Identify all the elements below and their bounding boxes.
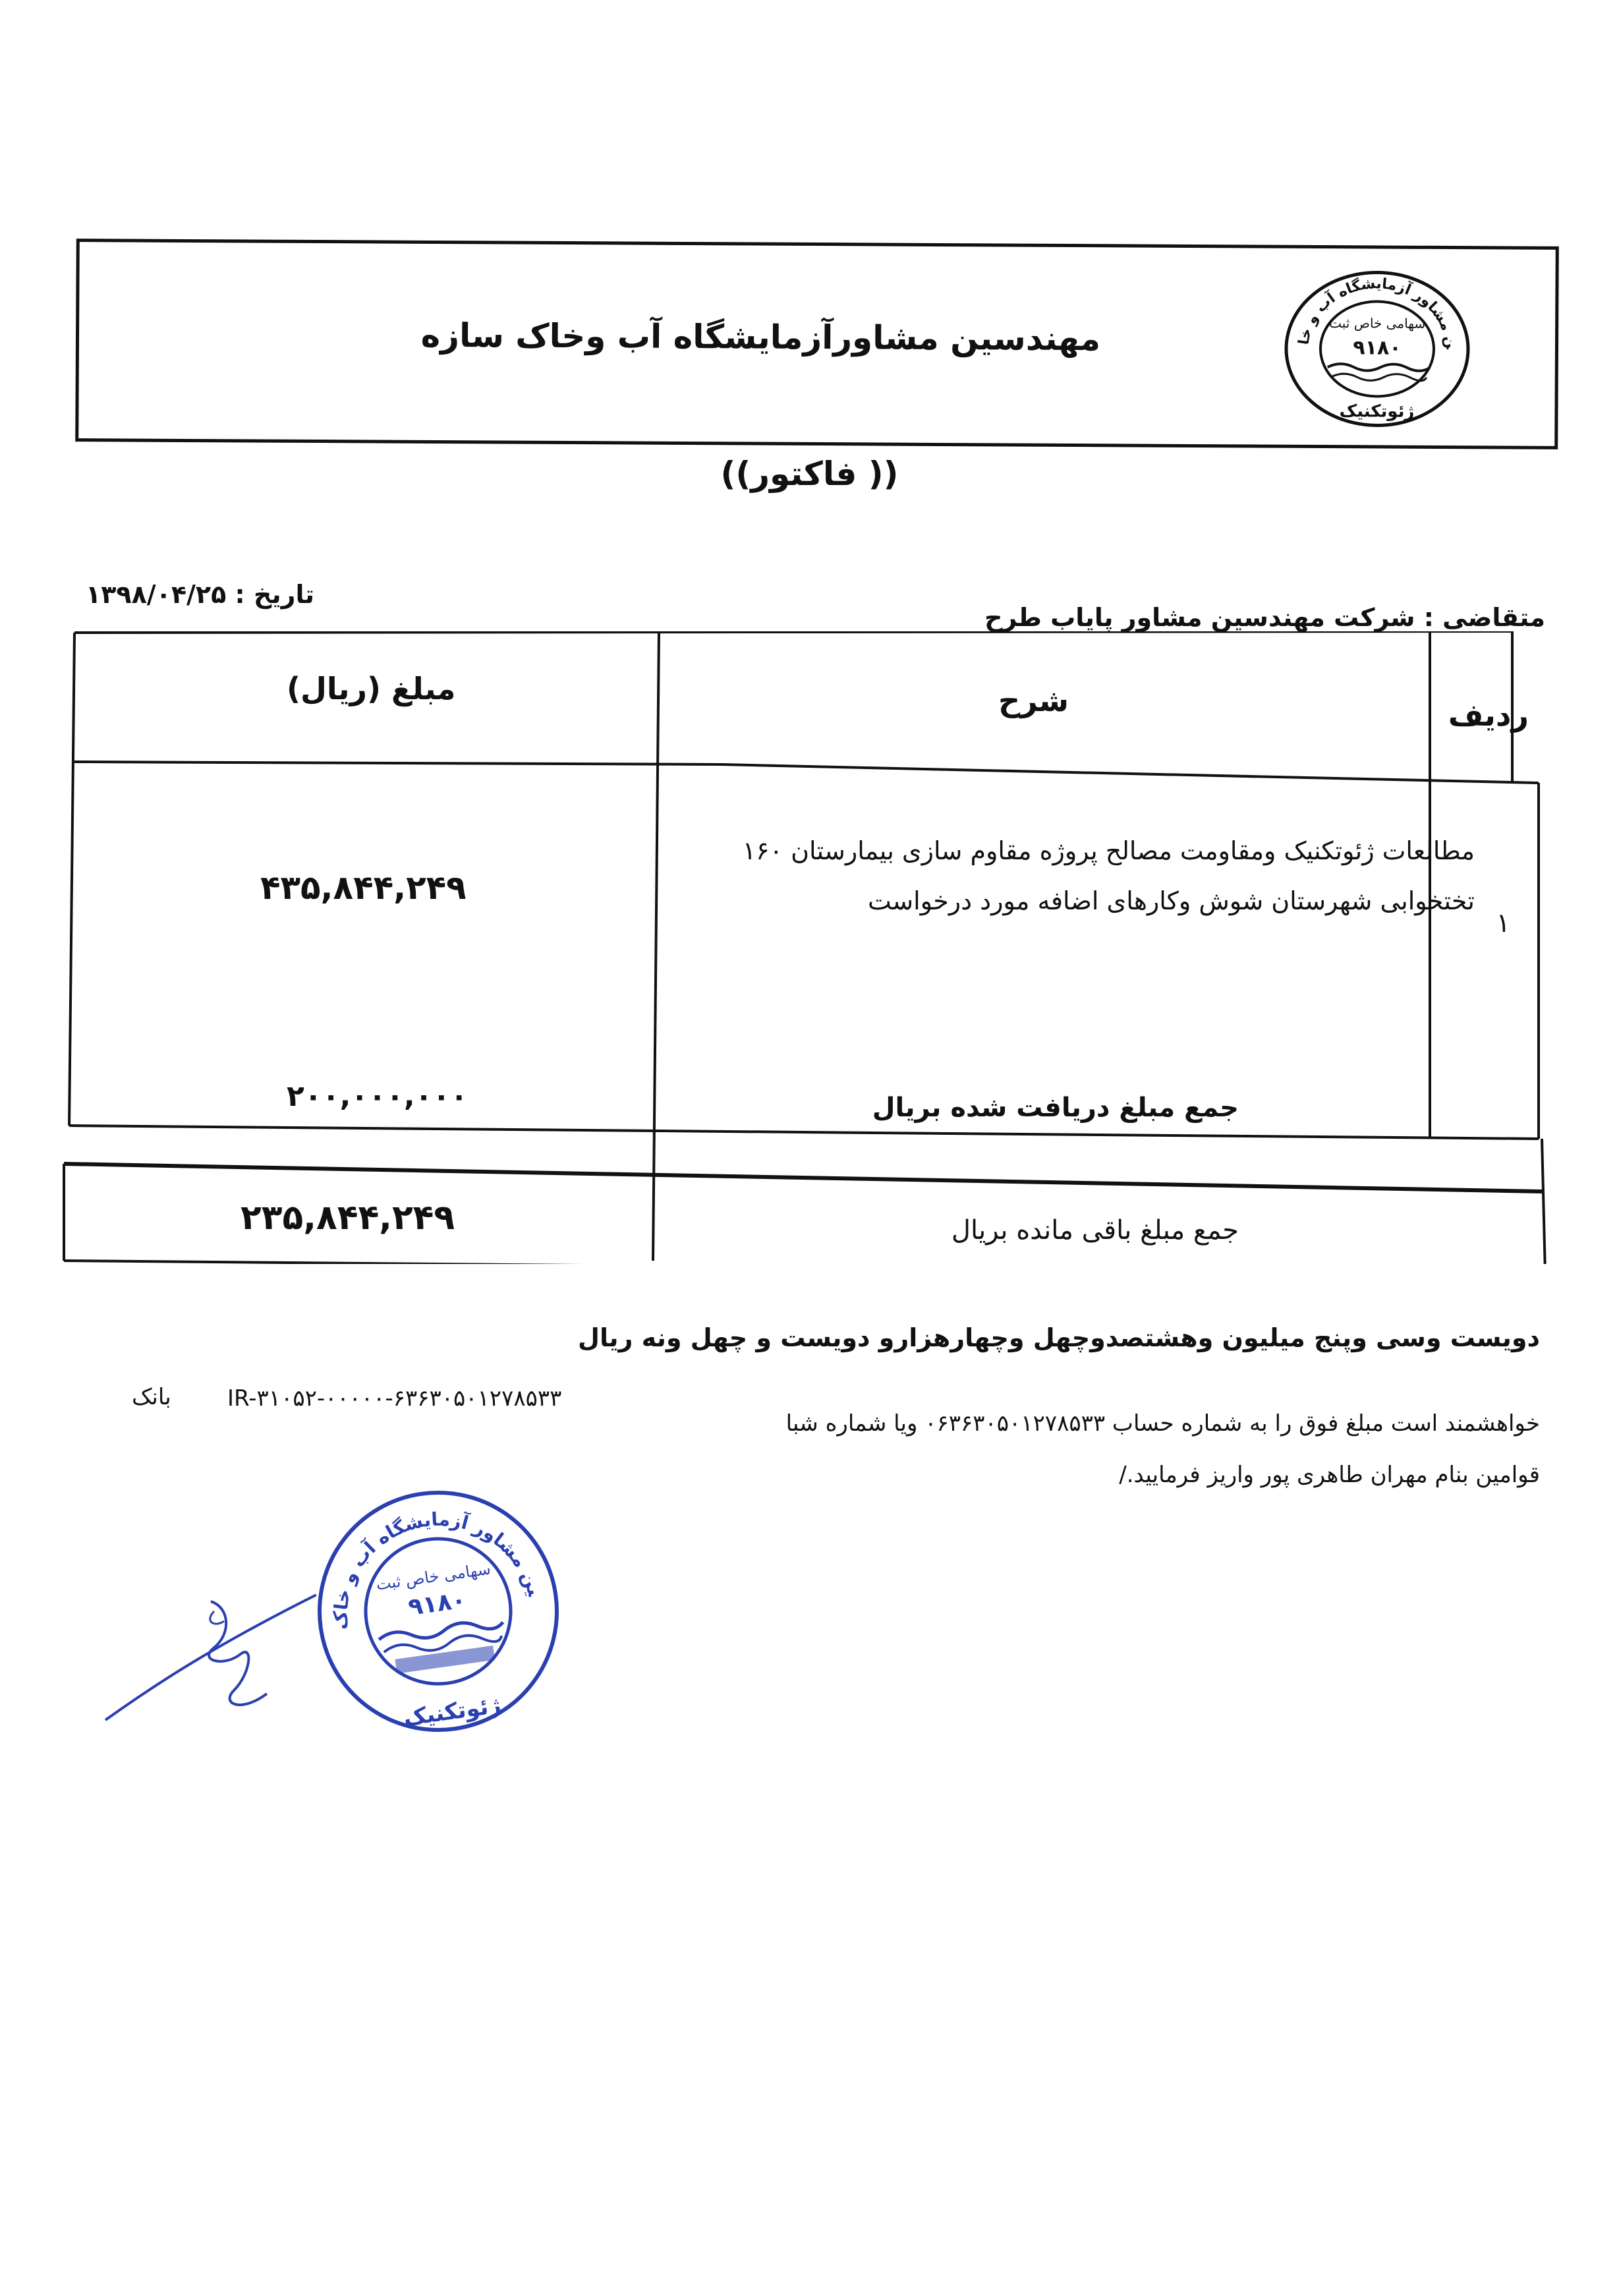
signature: [99, 1582, 316, 1733]
received-total-amount: ۲۰۰,۰۰۰,۰۰۰: [287, 1079, 469, 1113]
item-row-number: ۱: [1496, 908, 1510, 938]
date-label: تاریخ :: [235, 580, 315, 609]
seal-registration-number: ۹۱۸۰: [1353, 336, 1402, 360]
item-description: مطالعات ژئوتکنیک ومقاومت مصالح پروژه مقاوم سازی بیمارستان ۱۶۰ تختخوابی شهرستان شوش وکارهای اضافه مورد درخواست: [742, 836, 1475, 915]
document-title: (( فاکتور)): [720, 455, 899, 493]
remaining-total-amount: ۲۳۵,۸۴۴,۲۴۹: [241, 1198, 455, 1238]
invoice-table: [63, 631, 1548, 1264]
client-line: [984, 603, 1545, 632]
seal-registration-label: سهامی خاص ثبت: [1329, 315, 1426, 331]
client-label: متقاضی :: [1423, 603, 1545, 632]
seal-ring-text: مهندسین مشاور آزمایشگاه آب و خاک: [1295, 275, 1460, 351]
company-name: مهندسین مشاورآزمایشگاه آب وخاک سازه: [420, 316, 1101, 359]
received-total-label: جمع مبلغ دریافت شده بریال: [872, 1093, 1239, 1123]
remaining-total-label: جمع مبلغ باقی مانده بریال: [951, 1215, 1239, 1246]
payment-instruction-line1: خواهشمند است مبلغ فوق را به شماره حساب ۰۶۳۶۳۰۵۰۱۲۷۸۵۳۳ ویا شماره شبا: [785, 1410, 1540, 1437]
seal-graphic: [1281, 268, 1473, 431]
svg-text:مهندسین مشاور آزمایشگاه آب و خ: مهندسین مشاور آزمایشگاه آب و خاک: [329, 1508, 546, 1630]
column-header-row: ردیف: [1448, 697, 1529, 733]
company-seal: [1281, 268, 1473, 431]
signature-graphic: [99, 1582, 316, 1733]
payment-instruction-line2: قوامین بنام مهران طاهری پور واریز فرمایید./: [1119, 1462, 1540, 1488]
letterhead-box: [75, 239, 1559, 449]
stamp-bottom-text: ژئوتکنیک: [401, 1692, 503, 1732]
seal-bottom-text: ژئوتکنیک: [1339, 401, 1415, 422]
table-grid: [63, 631, 1548, 1264]
company-stamp: [310, 1483, 567, 1740]
iban-number: IR-۳۱۰۵۲-۰۰۰۰۰-۶۳۶۳۰۵۰۱۲۷۸۵۳۳: [227, 1385, 562, 1412]
stamp-registration-number: ۹۱۸۰: [407, 1586, 468, 1622]
amount-in-words: دویست وسی وپنج میلیون وهشتصدوچهل وچهارهزارو دویست و چهل ونه ریال: [577, 1323, 1540, 1352]
client-name: شرکت مهندسین مشاور پایاب طرح: [984, 603, 1415, 632]
stamp-registration-label: سهامی خاص ثبت: [374, 1559, 492, 1594]
date-value: ۱۳۹۸/۰۴/۲۵: [86, 580, 227, 609]
column-header-amount: مبلغ (ریال): [287, 671, 456, 706]
invoice-date: [86, 580, 314, 609]
stamp-graphic: [310, 1483, 567, 1740]
bank-word: بانک: [132, 1384, 171, 1410]
item-amount: ۴۳۵,۸۴۴,۲۴۹: [260, 869, 467, 907]
column-header-description: شرح: [998, 683, 1069, 718]
